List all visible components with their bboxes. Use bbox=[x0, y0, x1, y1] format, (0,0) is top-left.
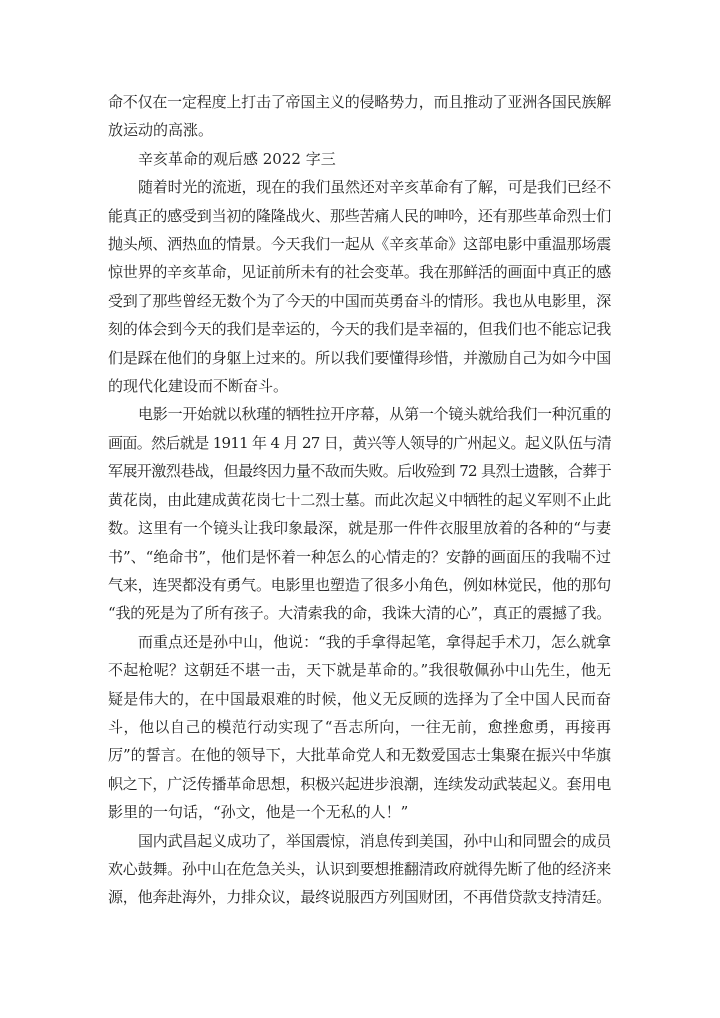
text-line: 命不仅在一定程度上打击了帝国主义的侵略势力，而且推动了亚洲各国民族解 bbox=[108, 93, 611, 111]
text-line: 不起枪呢？这朝廷不堪一击，天下就是革命的。”我很敬佩孙中山先生，他无 bbox=[108, 661, 611, 680]
text-line: 抛头颅、洒热血的情景。今天我们一起从《辛亥革命》这部电影中重温那场震 bbox=[108, 235, 611, 254]
document-page bbox=[108, 88, 611, 912]
text-line: 能真正的感受到当初的隆隆战火、那些苦痛人民的呻吟，还有那些革命烈士们 bbox=[108, 206, 611, 225]
text-line: 们是踩在他们的身躯上过来的。所以我们要懂得珍惜，并激励自己为如今中国 bbox=[108, 348, 611, 367]
text-line: “我的死是为了所有孩子。大清索我的命，我诛大清的心”，真正的震撼了我。 bbox=[108, 604, 611, 623]
text-line: 厉”的誓言。在他的领导下，大批革命党人和无数爱国志士集聚在振兴中华旗 bbox=[108, 746, 611, 765]
text-line: 刻的体会到今天的我们是幸运的，今天的我们是幸福的，但我们也不能忘记我 bbox=[108, 320, 611, 339]
text-line: 帜之下，广泛传播革命思想，积极兴起进步浪潮，连续发动武装起义。套用电 bbox=[108, 774, 611, 793]
text-line: 放运动的高涨。 bbox=[108, 121, 214, 140]
text-line: 受到了那些曾经无数个为了今天的中国而英勇奋斗的情形。我也从电影里，深 bbox=[108, 291, 611, 310]
section-heading: 辛亥革命的观后感 2022 字三 bbox=[138, 149, 336, 168]
text-line: 欢心鼓舞。孙中山在危急关头，认识到要想推翻清政府就得先断了他的经济来 bbox=[108, 859, 611, 878]
text-line: 随着时光的流逝，现在的我们虽然还对辛亥革命有了解，可是我们已经不 bbox=[138, 178, 611, 197]
text-line: 惊世界的辛亥革命，见证前所未有的社会变革。我在那鲜活的画面中真正的感 bbox=[108, 263, 611, 282]
text-line: 国内武昌起义成功了，举国震惊，消息传到美国，孙中山和同盟会的成员 bbox=[138, 831, 611, 850]
text-line: 疑是伟大的，在中国最艰难的时候，他义无反顾的选择为了全中国人民而奋 bbox=[108, 689, 611, 708]
text-line: 气来，连哭都没有勇气。电影里也塑造了很多小角色，例如林觉民，他的那句 bbox=[108, 575, 611, 594]
text-line: 军展开激烈巷战，但最终因力量不敌而失败。后收殓到 72 具烈士遗骸，合葬于 bbox=[108, 462, 611, 481]
text-line: 斗，他以自己的模范行动实现了“吾志所向，一往无前，愈挫愈勇，再接再 bbox=[108, 717, 611, 736]
text-line: 书”、“绝命书”，他们是怀着一种怎么的心情走的？安静的画面压的我喘不过 bbox=[108, 547, 612, 566]
text-line: 画面。然后就是 1911 年 4 月 27 日，黄兴等人领导的广州起义。起义队伍与清 bbox=[108, 433, 611, 452]
text-line: 的现代化建设而不断奋斗。 bbox=[108, 377, 289, 396]
text-line: 黄花岗，由此建成黄花岗七十二烈士墓。而此次起义中牺牲的起义军则不止此 bbox=[108, 490, 611, 509]
text-line: 而重点还是孙中山，他说：“我的手拿得起笔，拿得起手术刀，怎么就拿 bbox=[138, 632, 611, 651]
text-line: 电影一开始就以秋瑾的牺牲拉开序幕，从第一个镜头就给我们一种沉重的 bbox=[138, 405, 611, 424]
text-line: 数。这里有一个镜头让我印象最深，就是那一件件衣服里放着的各种的“与妻 bbox=[108, 519, 611, 538]
text-line: 影里的一句话，“孙文，他是一个无私的人！” bbox=[108, 803, 409, 822]
text-line: 源，他奔赴海外，力排众议，最终说服西方列国财团，不再借贷款支持清廷。 bbox=[108, 888, 611, 907]
